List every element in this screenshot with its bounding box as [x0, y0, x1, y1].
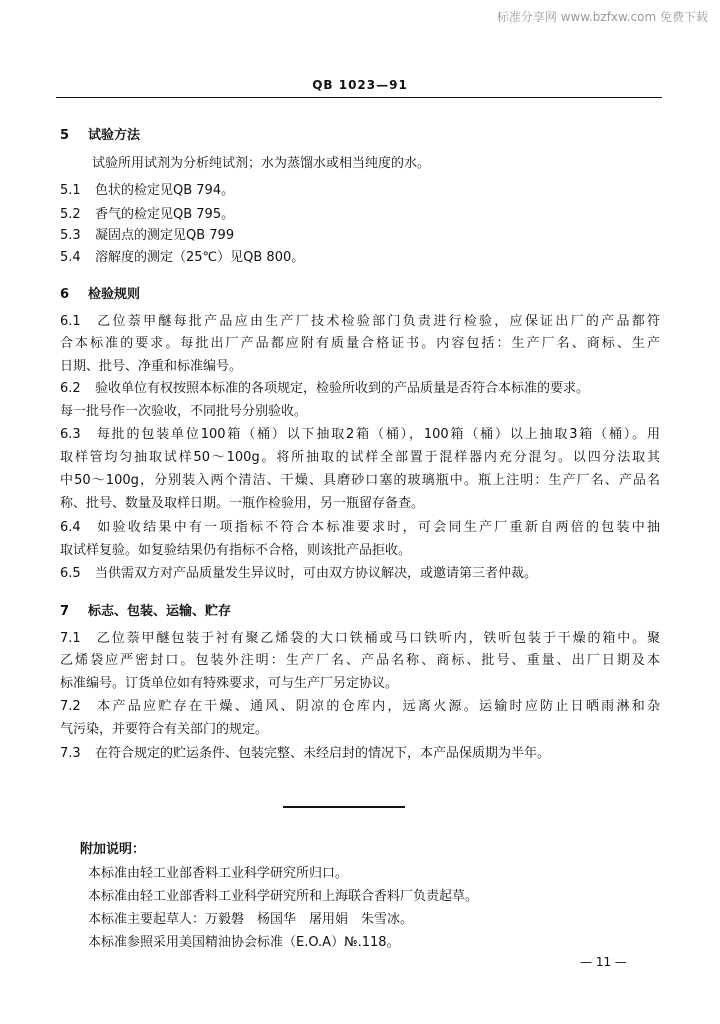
clause-7-1-line-3: 标准编号。订货单位如有特殊要求，可与生产厂另定协议。: [60, 676, 399, 691]
section-number: 5: [60, 128, 70, 143]
clause-text: 乙位萘甲醚每批产品应由生产厂技术检验部门负责进行检验，应保证出厂的产品都符: [95, 314, 660, 329]
section-7-heading: [60, 600, 231, 619]
section-5-heading: [60, 124, 140, 143]
clause-number: 7.3: [60, 746, 81, 761]
clause-text: 乙位萘甲醚包装于衬有聚乙烯袋的大口铁桶或马口铁听内，铁听包装于干燥的箱中。聚: [95, 631, 660, 646]
clause-number: 6.5: [60, 566, 81, 581]
clause-number: 5.1: [60, 183, 81, 198]
section-number: 6: [60, 287, 70, 302]
section-6-heading: [60, 283, 140, 302]
appendix-line: 本标准由轻工业部香料工业科学研究所和上海联合香料厂负责起草。: [88, 889, 479, 904]
appendix-separator: [283, 806, 405, 808]
clause-7-1-line-2: 乙烯袋应严密封口。包装外注明：生产厂名、产品名称、商标、批号、重量、出厂日期及本: [60, 653, 660, 668]
clause-text: 验收单位有权按照本标准的各项规定，检验所收到的产品质量是否符合本标准的要求。: [95, 381, 590, 396]
section-number: 7: [60, 604, 70, 619]
clause-text: 凝固点的测定见QB 799: [95, 228, 235, 243]
clause-number: 6.2: [60, 381, 81, 396]
clause-text: 当供需双方对产品质量发生异议时，可由双方协议解决，或邀请第三者仲裁。: [95, 566, 538, 581]
clause-text: 溶解度的测定（25℃）见QB 800。: [95, 250, 305, 265]
clause-6-3-line-1: [60, 423, 660, 442]
clause-number: 5.2: [60, 207, 81, 222]
clause-5-2: [60, 203, 234, 222]
clause-text: 每批的包装单位100箱（桶）以下抽取2箱（桶），100箱（桶）以上抽取3箱（桶）。用: [95, 427, 660, 442]
clause-text: 香气的检定见QB 795。: [95, 207, 235, 222]
clause-6-3-line-3: 中50～100g，分别装入两个清洁、干燥、具磨砂口塞的玻璃瓶中。瓶上注明：生产厂名、产品名: [60, 473, 660, 488]
page-number: — 11 —: [580, 955, 627, 969]
appendix-line: 本标准主要起草人：万毅磐 杨国华 屠用娟 朱雪冰。: [88, 912, 414, 927]
clause-6-3-line-2: 取样管均匀抽取试样50～100g。将所抽取的试样全部置于混样器内充分混匀。以四分法取其: [60, 450, 660, 465]
clause-6-4-line-2: 取试样复验。如复验结果仍有指标不合格，则该批产品拒收。: [60, 543, 412, 558]
clause-number: 7.2: [60, 699, 81, 714]
clause-5-4: [60, 246, 304, 265]
clause-7-2-line-2: 气污染，并要符合有关部门的规定。: [60, 722, 269, 737]
clause-5-1: [60, 179, 234, 198]
clause-6-2-line-2: 每一批号作一次验收，不同批号分别验收。: [60, 404, 308, 419]
clause-number: 7.1: [60, 631, 81, 646]
clause-7-1-line-1: [60, 627, 660, 646]
section-5-intro: 试验所用试剂为分析纯试剂；水为蒸馏水或相当纯度的水。: [92, 156, 431, 171]
clause-6-1-line-2: 合本标准的要求。每批出厂产品都应附有质量合格证书。内容包括：生产厂名、商标、生产: [60, 336, 660, 351]
clause-6-2-line-1: [60, 377, 589, 396]
clause-5-3: [60, 224, 234, 243]
clause-number: 6.3: [60, 427, 81, 442]
section-title: 标志、包装、运输、贮存: [88, 604, 232, 619]
clause-number: 5.4: [60, 250, 81, 265]
clause-number: 5.3: [60, 228, 81, 243]
watermark-text: 标准分享网 www.bzfxw.com 免费下载: [496, 10, 708, 24]
appendix-line: 本标准由轻工业部香料工业科学研究所归口。: [88, 866, 349, 881]
clause-6-1-line-1: [60, 310, 660, 329]
clause-7-3: [60, 742, 550, 761]
clause-text: 色状的检定见QB 794。: [95, 183, 235, 198]
clause-text: 在符合规定的贮运条件、包装完整、未经启封的情况下，本产品保质期为半年。: [95, 746, 551, 761]
clause-7-2-line-1: [60, 695, 660, 714]
clause-text: 本产品应贮存在干燥、通风、阴凉的仓库内，远离火源。运输时应防止日晒雨淋和杂: [95, 699, 660, 714]
clause-6-4-line-1: [60, 516, 660, 535]
clause-6-1-line-3: 日期、批号、净重和标准编号。: [60, 359, 243, 374]
clause-number: 6.1: [60, 314, 81, 329]
document-header: QB 1023—91: [312, 78, 408, 92]
appendix-line: 本标准参照采用美国精油协会标准（E.O.A）№.118。: [88, 935, 400, 950]
clause-6-3-line-4: 称、批号、数量及取样日期。一瓶作检验用，另一瓶留存备查。: [60, 496, 425, 511]
clause-number: 6.4: [60, 520, 81, 535]
clause-6-5: [60, 562, 537, 581]
section-title: 试验方法: [88, 128, 141, 143]
appendix-title: 附加说明：: [80, 842, 146, 857]
section-title: 检验规则: [88, 287, 141, 302]
header-rule: [56, 97, 662, 98]
clause-text: 如验收结果中有一项指标不符合本标准要求时，可会同生产厂重新自两倍的包装中抽: [95, 520, 660, 535]
